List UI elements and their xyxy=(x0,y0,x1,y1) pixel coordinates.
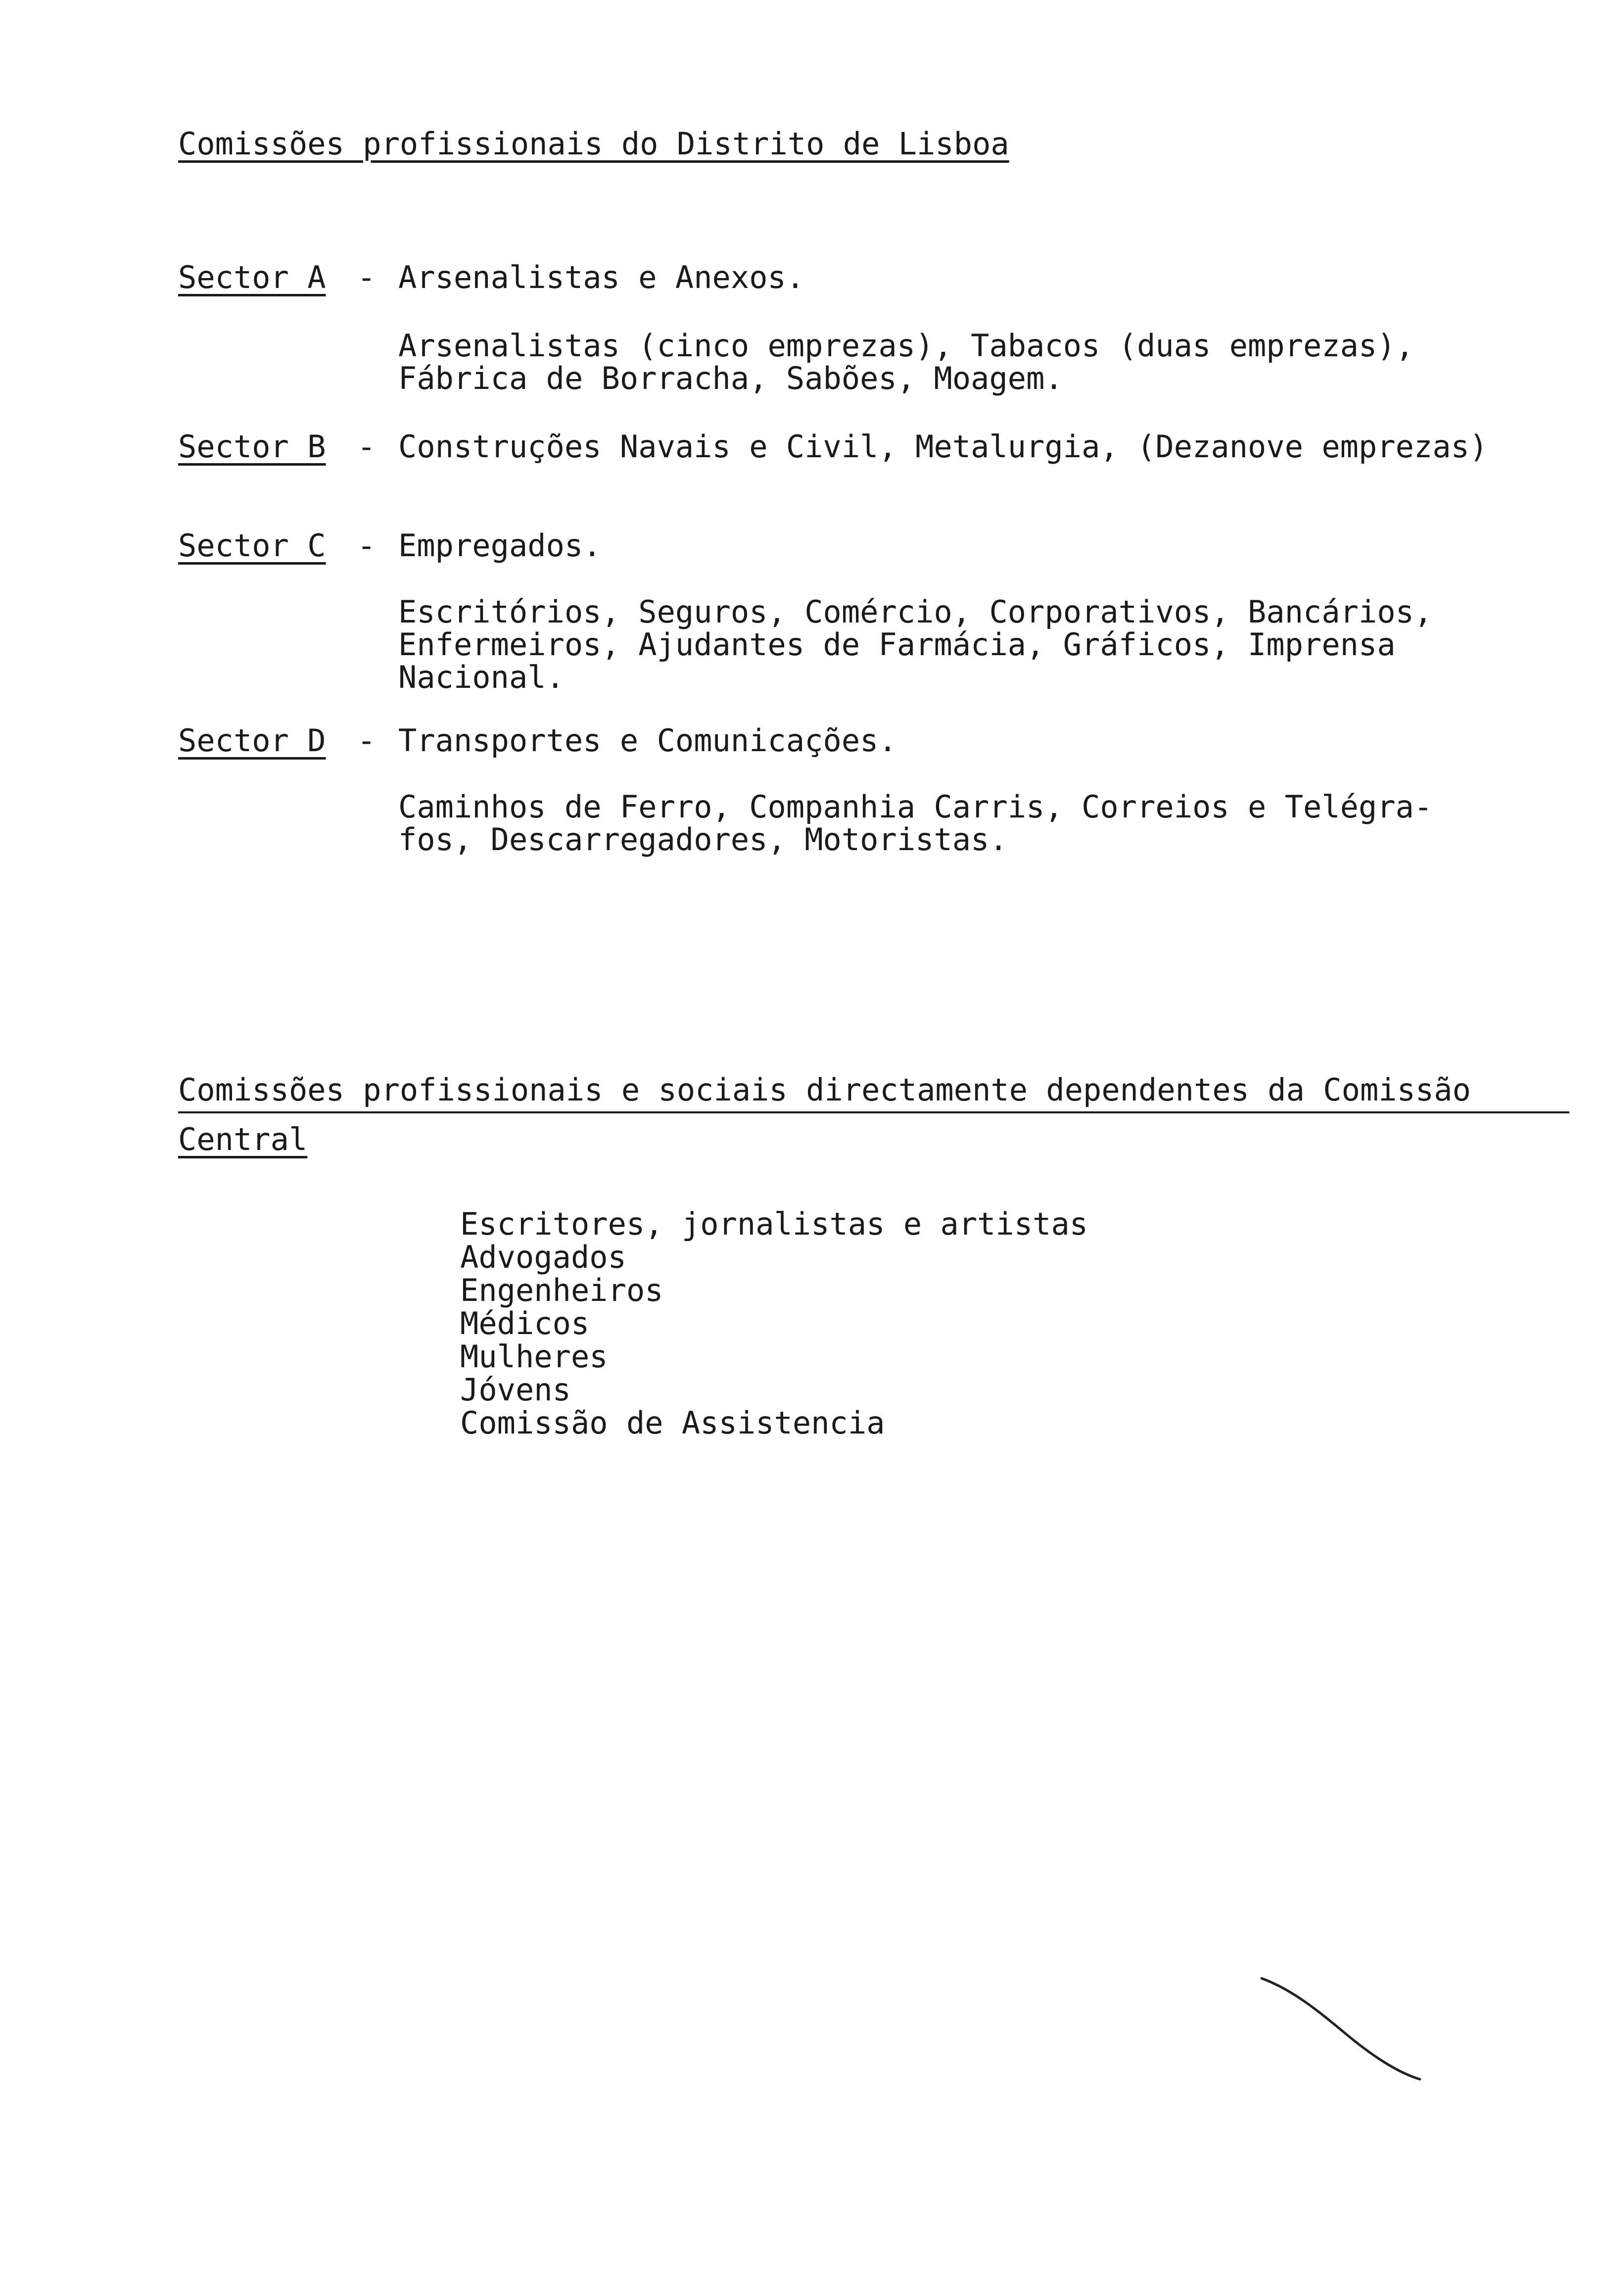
list-item: Advogados xyxy=(460,1239,626,1275)
list-item: Médicos xyxy=(460,1305,590,1341)
sector-b-label: Sector B xyxy=(178,429,326,465)
sector-c-label: Sector C xyxy=(178,527,326,564)
sector-b-dash: - xyxy=(357,429,376,465)
sector-c-dash: - xyxy=(357,527,376,564)
sector-d-label: Sector D xyxy=(178,722,326,759)
list-item: Jóvens xyxy=(460,1372,571,1408)
sector-a-dash: - xyxy=(357,259,376,295)
sector-a-detail-line-1: Arsenalistas (cinco emprezas), Tabacos (duas emprezas), xyxy=(398,328,1414,364)
heading-central-committees-line-1: Comissões profissionais e sociais directamente dependentes da Comissão xyxy=(178,1072,1471,1108)
sector-d-dash: - xyxy=(357,722,376,759)
sector-b-title: Construções Navais e Civil, Metalurgia, (Dezanove emprezas) xyxy=(398,429,1488,465)
heading-central-committees-line-2: Central xyxy=(178,1121,308,1157)
sector-c-detail-line-2: Enfermeiros, Ajudantes de Farmácia, Gráficos, Imprensa xyxy=(398,626,1396,663)
sector-a-detail-line-2: Fábrica de Borracha, Sabões, Moagem. xyxy=(398,360,1063,396)
sector-d-detail-line-2: fos, Descarregadores, Motoristas. xyxy=(398,821,1008,858)
sector-c-detail-line-3: Nacional. xyxy=(398,659,564,695)
sector-d-detail-line-1: Caminhos de Ferro, Companhia Carris, Correios e Telégra- xyxy=(398,789,1433,825)
heading-district-committees: Comissões profissionais do Distrito de Lisboa xyxy=(178,126,1009,162)
sector-a-label: Sector A xyxy=(178,259,326,295)
list-item: Engenheiros xyxy=(460,1272,663,1308)
list-item: Mulheres xyxy=(460,1339,608,1375)
sector-c-title: Empregados. xyxy=(398,527,602,564)
sector-a-title: Arsenalistas e Anexos. xyxy=(398,259,805,295)
heading-central-committees-underline xyxy=(178,1111,1569,1113)
list-item: Escritores, jornalistas e artistas xyxy=(460,1206,1088,1242)
pen-stroke-mark xyxy=(1247,1969,1435,2088)
list-item: Comissão de Assistencia xyxy=(460,1405,885,1441)
sector-c-detail-line-1: Escritórios, Seguros, Comércio, Corporativos, Bancários, xyxy=(398,594,1433,630)
sector-d-title: Transportes e Comunicações. xyxy=(398,722,897,759)
dependents-list xyxy=(460,1207,1088,1439)
